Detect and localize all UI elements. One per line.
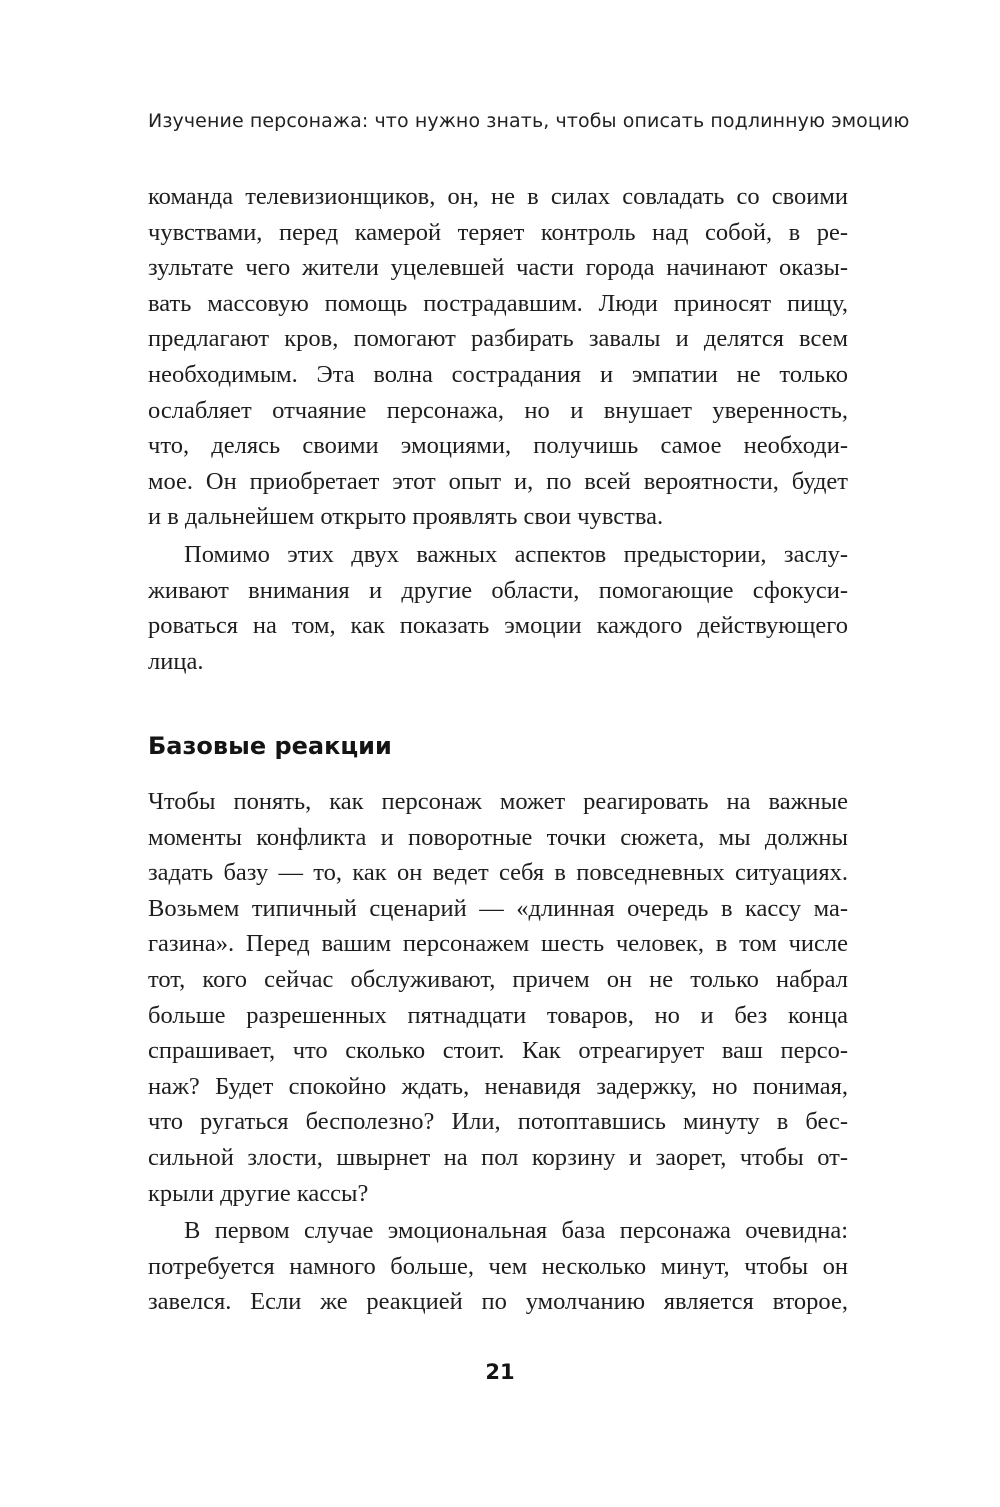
- text-line: Помимо этих двух важных аспектов предыстории, заслу-: [184, 541, 848, 568]
- text-line: газина». Перед вашим персонажем шесть человек, в том числе: [148, 930, 848, 958]
- text-line: Возьмем типичный сценарий — «длинная очередь в кассу ма-: [148, 894, 848, 922]
- section-heading: Базовые реакции: [148, 732, 392, 760]
- text-line: лица.: [148, 647, 204, 675]
- text-line: необходимым. Эта волна сострадания и эмпатии не только: [148, 360, 848, 388]
- text-line: тот, кого сейчас обслуживают, причем он не только набрал: [148, 965, 848, 993]
- text-line: команда телевизионщиков, он, не в силах совладать со своими: [148, 183, 848, 210]
- paragraph-3: [148, 784, 848, 1211]
- paragraph-1: [148, 179, 848, 535]
- text-line: В первом случае эмоциональная база персонажа очевидна:: [184, 1217, 848, 1244]
- text-line: что, делясь своими эмоциями, получишь самое необходи-: [148, 432, 848, 460]
- running-header: Изучение персонажа: что нужно знать, чтобы описать подлинную эмоцию: [148, 110, 910, 132]
- text-line: что ругаться бесполезно? Или, потоптавшись минуту в бес-: [148, 1108, 848, 1136]
- text-line: вать массовую помощь пострадавшим. Люди приносят пищу,: [148, 289, 848, 317]
- text-line: зультате чего жители уцелевшей части города начинают оказы-: [148, 254, 848, 282]
- text-line: живают внимания и другие области, помогающие сфокуси-: [148, 576, 848, 604]
- text-line: предлагают кров, помогают разбирать завалы и делятся всем: [148, 325, 848, 353]
- text-line: моменты конфликта и поворотные точки сюжета, мы должны: [148, 823, 848, 851]
- text-line: больше разрешенных пятнадцати товаров, но и без конца: [148, 1001, 848, 1029]
- text-line: задать базу — то, как он ведет себя в повседневных ситуациях.: [148, 859, 848, 887]
- text-line: наж? Будет спокойно ждать, ненавидя задержку, но понимая,: [148, 1072, 848, 1100]
- text-line: роваться на том, как показать эмоции каждого действующего: [148, 612, 848, 640]
- paragraph-4: [148, 1213, 848, 1320]
- text-line: потребуется намного больше, чем несколько минут, чтобы он: [148, 1252, 848, 1280]
- text-line: крыли другие кассы?: [148, 1179, 369, 1207]
- text-line: ослабляет отчаяние персонажа, но и внушает уверенность,: [148, 396, 848, 424]
- page-number: 21: [485, 1360, 515, 1384]
- text-line: мое. Он приобретает этот опыт и, по всей вероятности, будет: [148, 467, 848, 495]
- text-line: завелся. Если же реакцией по умолчанию является второе,: [148, 1288, 848, 1316]
- text-line: и в дальнейшем открыто проявлять свои чувства.: [148, 503, 664, 531]
- text-line: чувствами, перед камерой теряет контроль над собой, в ре-: [148, 218, 848, 246]
- text-line: спрашивает, что сколько стоит. Как отреагирует ваш персо-: [148, 1037, 848, 1065]
- text-line: сильной злости, швырнет на пол корзину и заорет, чтобы от-: [148, 1143, 848, 1171]
- text-line: Чтобы понять, как персонаж может реагировать на важные: [148, 788, 848, 815]
- paragraph-2: [148, 537, 848, 679]
